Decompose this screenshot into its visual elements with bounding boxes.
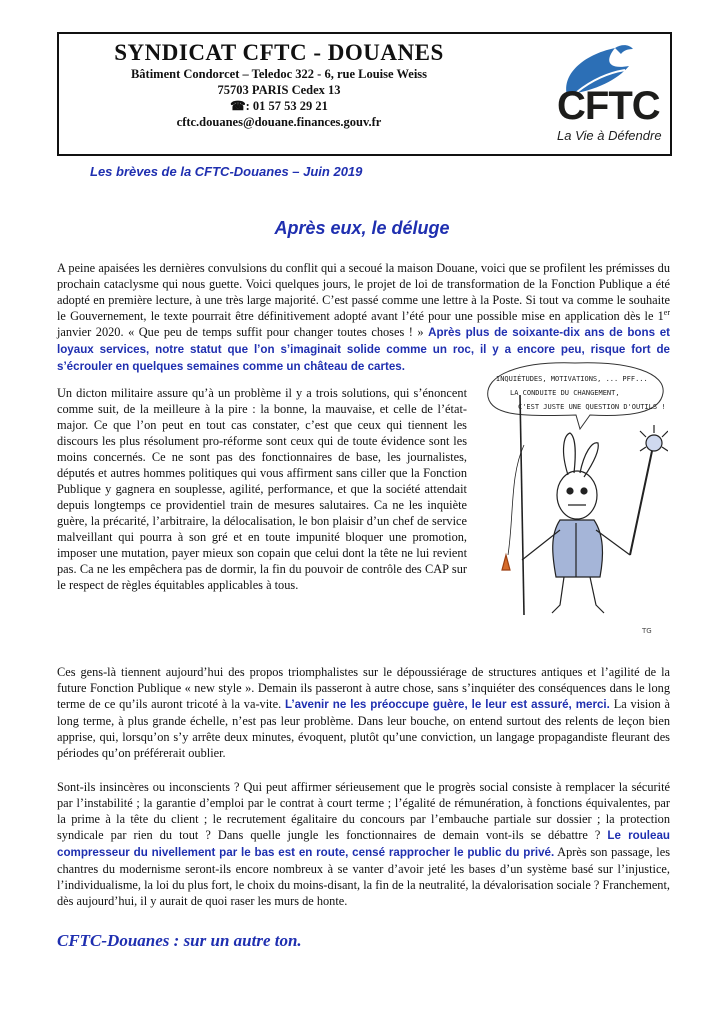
emphasis-text: Après plus de soixante-dix ans de bons et loyaux services, notre statut que l’on s’imaginait solide comme un roc, il y a encore peu, risque fort de s’écrouler en quelques semaines comme un château de cartes. [57,326,670,373]
paragraph-text: La vision à long terme, à plus grande échelle, n’est pas leur problème. Dans leur bouche, on entend surtout des relents de leçon bien apprise, qui, lorsqu’on s’y arrête deux minutes, évoquent, plutôt qu’une conviction, un langage propagandiste fleurant des périodes qu’on préférerait oublier. [57,697,670,760]
paragraph-text: janvier 2020. « Que peu de temps suffit pour changer toutes choses ! » [57,325,429,339]
address-line-2: 75703 PARIS Cedex 13 [217,83,341,97]
paragraph-text: Sont-ils insincères ou inconscients ? Qui peut affirmer sérieusement que le progrès social consiste à remplacer la sécurité par l’instabilité ; la garantie d’emploi par le contrat à court terme ; l’égalité de rémunération, à fonctions équivalentes, par la prime à la tête du client ; le recrutement égalitaire du concours par l’embauche partiale sur dossier ; la protection syndicale par rien du tout ? Dans quelle jungle les fonctionnaires de demain vont-ils se débattre ? [57,780,670,842]
speech-bubble-line-3: C'EST JUSTE UNE QUESTION D'OUTILS ! [518,403,666,411]
article-title: Après eux, le déluge [274,218,450,238]
address-line-1: Bâtiment Condorcet – Teledoc 322 - 6, rue Louise Weiss [130,67,428,81]
speech-bubble-line-2: LA CONDUITE DU CHANGEMENT, [510,389,620,397]
phone: ☎: 01 57 53 29 21 [230,99,328,113]
paragraph-text: Ces gens-là tiennent aujourd’hui des propos triomphalistes sur le dépoussiérage de structures antiques et l’agilité de la future Fonction Publique « new style ». Demain ils passeront à autre chose, sans s’inquiéter des conséquences dans le long terme de ce qu’ils auront tricoté à la va-vite. [57,665,670,711]
paragraph-dicton: Un dicton militaire assure qu’à un problème il y a trois solutions, qui s’énoncent comme suit, de la meilleure à la pire : la bonne, la mauvaise, et celle de l’état-major. Ce que l’on peut en tout cas constater, c’est que ceux qui tiennent les discours les plus résolument pro-réforme sont ceux qui de toute évidence sont les moins concernés. Ce ne sont pas des fonctionnaires de base, les journalistes, députés et autres hommes politiques qui vous affirment sans ciller que la Fonction Publique y gagnera en souplesse, agilité, performance, et que la société attendait depuis longtemps ce providentiel train de mesures salutaires. Ca ne les inquiète guère, la précarité, l’arbitraire, la délocalisation, le bon plaisir d’un chef de service malveillant qui pourra à son gré et en toute impunité bloquer une promotion, imposer une mutation, payer mieux son copain que celui dont la tête ne lui revient pas. Ca ne les empêchera pas de dormir, la fin du pouvoir de contrôle des CAP sur le respect de règles équitables applicables à tous. [57,386,467,592]
artist-signature: TG [642,627,652,635]
org-name: SYNDICAT CFTC - DOUANES [114,40,444,65]
emphasis-text: Le rouleau compresseur du nivellement par le bas est en route, censé rapprocher le public du privé. [57,829,670,859]
logo-wordmark: CFTC [557,84,660,128]
speech-bubble-line-1: INQUIÉTUDES, MOTIVATIONS, ... PFF... [496,375,648,383]
newsletter-label: Les brèves de la CFTC-Douanes – Juin 2019 [90,164,363,179]
cartoon-illustration [480,355,668,640]
logo-tagline: La Vie à Défendre [557,128,662,143]
paragraph-text: Après son passage, les chantres du modernisme seront-ils encore nombreux à se vanter d’avoir jeté les bases d’un système basé sur l’injustice, l’individualisme, la loi du plus fort, le choix du moins-disant, la fin de la neutralité, la dévalorisation sociale ? Franchement, dès aujourd’hui, il y aurait de quoi raser les murs de honte. [57,845,670,908]
paragraph-triomphalistes [57,664,670,761]
rabbit-figure-icon [502,395,668,615]
paragraph-text: A peine apaisées les dernières convulsions du conflit qui a secoué la maison Douane, voici que se profilent les prémisses du prochain cataclysme qui nous guette. Voici quelques jours, le projet de loi de transformation de la Fonction Publique a été adopté en première lecture, à une très large majorité. C’est passé comme une lettre à la Poste. Si tout va comme le souhaite le Gouvernement, le texte pourrait être définitivement adopté avant l’été pour une possible mise en application dès le 1 [57,261,670,323]
superscript: er [663,307,670,317]
closing-slogan: CFTC-Douanes : sur un autre ton. [57,931,302,950]
letterhead [57,32,672,156]
emphasis-text: L’avenir ne les préoccupe guère, le leur est assuré, merci. [284,698,610,711]
email: cftc.douanes@douane.finances.gouv.fr [176,115,382,129]
cftc-logo [537,40,667,152]
letterhead-text [59,40,499,130]
paragraph-insinceres [57,779,670,909]
